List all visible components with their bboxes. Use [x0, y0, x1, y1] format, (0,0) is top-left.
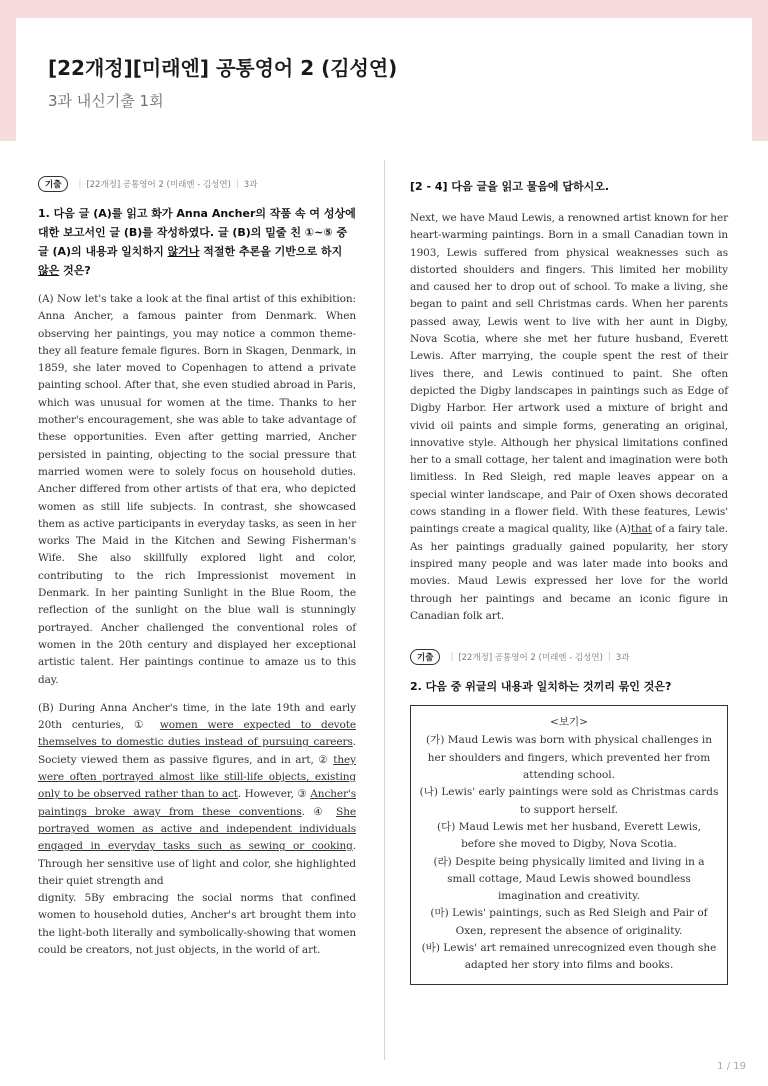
passage-a: (A) Now let's take a look at the final artist of this exhibition: Anna Ancher, a famous painter from Denmark. When observing her paintings, you may notice a common theme-they all feature female figures. Born in Skagen, Denmark, in 1859, she later moved to Copenhagen to attend a private painting school. After that, she even studied abroad in Paris, which was unusual for women at the time. Thanks to her mother's encouragement, she was able to take advantage of these opportunities. Even after getting married, Ancher persisted in painting, objecting to the social pressure that married women were to solely focus on household duties. Ancher differed from other artists of that era, who depicted women as still life subjects. In contrast, she showcased them as active participants in everyday tasks, as seen in her works The Maid in the Kitchen and Sewing Fisherman's Wife. She also skillfully explored light and color, contributing to the rich Impressionist movement in Denmark. In her painting Sunlight in the Blue Room, the reflection of the sunlight on the blue wall is stunningly portrayed. Ancher challenged the conventional roles of women in the 20th century and displayed her exceptional artistic talent. Her paintings continue to amaze us to this day.: [38, 293, 356, 686]
passage-b-text-3: . ④: [301, 805, 337, 818]
q1-source: [22개정] 공통영어 2 (미래엔 - 김성연): [86, 180, 231, 190]
page-number: 1 / 19: [717, 1061, 746, 1072]
maud-passage-underline-a: that: [630, 523, 652, 536]
passage-b-text-4: . Through her sensitive use of light and color, she highlighted their quiet strength and: [38, 840, 356, 887]
separator: |: [607, 652, 611, 663]
q2-box-title: <보기>: [550, 716, 588, 729]
passage-b-sentence-3: Ancher's paintings broke away from these conventions: [38, 788, 356, 818]
passage-b-sentence-4: She portrayed women as active and independent individuals engaged in everyday tasks such as sewing or cooking: [38, 805, 356, 853]
passage-b: [38, 700, 356, 890]
set-2-4-heading: [2 - 4] 다음 글을 읽고 물음에 답하시오.: [410, 180, 610, 193]
q2-options-box: [410, 705, 728, 984]
q2-tag-badge: 기출: [410, 649, 440, 665]
passage-b-text-1: . Society viewed them as passive figures, and in art, ②: [38, 736, 356, 766]
passage-b-text-2: . However, ③: [237, 788, 311, 801]
passage-b-intro: (B) During Anna Ancher's time, in the late 19th and early 20th centuries, ①: [38, 701, 356, 732]
q2-option-ba: (바) Lewis' art remained unrecognized even though she adapted her story into films and books.: [421, 941, 717, 972]
q1-prompt-underline1: 않거나: [167, 245, 200, 258]
q2-unit: 3과: [615, 653, 630, 664]
maud-passage-part1: Next, we have Maud Lewis, a renowned artist known for her heart-warming paintings. Born in a small Canadian town in 1903, Lewis suffered from physical weaknesses such as distorted shoulders and fingers. This limited her mobility and caused her to drop out of school. To make a living, she began to paint and sell Christmas cards. When her parents passed away, Lewis went to live with her aunt in Digby, Nova Scotia, where she met her future husband, Everett Lewis. After marrying, the couple spent the rest of their lives there, and Lewis continued to paint. She often depicted the Digby landscapes in paintings such as Edge of Digby Harbor. Her artwork used a mixture of bright and vivid oil paints and simple forms, generating an original, innovative style. Although her physical limitations confined her to a small cottage, her talent and imagination were both limitless. In Red Sleigh, red maple leaves appear on a special winter landscape, and Pair of Oxen shows decorated cows standing in a flower field. With these features, Lewis' paintings create a magical quality, like (A): [410, 212, 728, 536]
q2-option-da: (다) Maud Lewis met her husband, Everett Lewis, before she moved to Digby, Nova Scotia.: [437, 820, 701, 851]
right-column: [410, 176, 728, 985]
q1-prompt-part3: 것은?: [59, 264, 91, 277]
q1-prompt-part1: 1. 다음 글 (A)를 읽고 화가 Anna Ancher의 작품 속 여 성상에 대한 보고서인 글 (B)를 작성하였다. 글 (B)의 밑줄 친 ①~⑤ 중 글 (A)의 내용과 일치하지: [38, 207, 356, 258]
separator: |: [235, 179, 239, 189]
q1-prompt-part2: 적절한 추론을 기반으로 하지: [199, 245, 343, 258]
q2-source-line: [410, 649, 728, 665]
q2-option-ga: (가) Maud Lewis was born with physical challenges in her shoulders and fingers, which prevented her from attending school.: [426, 734, 712, 782]
left-column: [38, 176, 356, 970]
q1-prompt-underline2: 않은: [38, 264, 60, 277]
q1-tag-badge: 기출: [38, 176, 68, 192]
q2-option-ra: (라) Despite being physically limited and living in a small cottage, Maud Lewis showed boundless imagination and creativity.: [433, 855, 705, 903]
q1-unit: 3과: [243, 180, 258, 190]
column-divider: [384, 160, 385, 1060]
maud-passage-part2: of a fairy tale. As her paintings gradually gained popularity, her story inspired many people and was later made into books and movies. Maud Lewis expressed her love for the world through her paintings and became an iconic figure in Canadian folk art.: [410, 523, 728, 622]
page-subtitle: 3과 내신기출 1회: [48, 92, 164, 110]
passage-b-sentence-2: they were often portrayed almost like still-life objects, existing only to be observed rather than to act: [38, 753, 356, 801]
maud-lewis-passage: [410, 210, 728, 625]
passage-b-sentence-1: women were expected to devote themselves to domestic duties instead of pursuing careers: [38, 719, 356, 749]
q2-source: [22개정] 공통영어 2 (미래엔 - 김성연): [458, 653, 603, 664]
q1-prompt: [38, 204, 356, 280]
separator: |: [78, 179, 82, 189]
q2-option-na: (나) Lewis' early paintings were sold as Christmas cards to support herself.: [419, 786, 719, 816]
passage-b-tail: dignity. 5By embracing the social norms that confined women to household duties, Ancher's art brought them into the light-both literally and symbolically-showing that women could be creators, not just objects, in the world of art.: [38, 892, 356, 956]
q2-option-ma: (마) Lewis' paintings, such as Red Sleigh and Pair of Oxen, represent the absence of originality.: [430, 907, 708, 937]
page-title: [22개정][미래엔] 공통영어 2 (김성연): [48, 56, 398, 80]
q1-source-line: [38, 176, 356, 192]
separator: |: [450, 652, 454, 663]
q2-prompt: 2. 다음 중 위글의 내용과 일치하는 것끼리 묶인 것은?: [410, 680, 672, 694]
